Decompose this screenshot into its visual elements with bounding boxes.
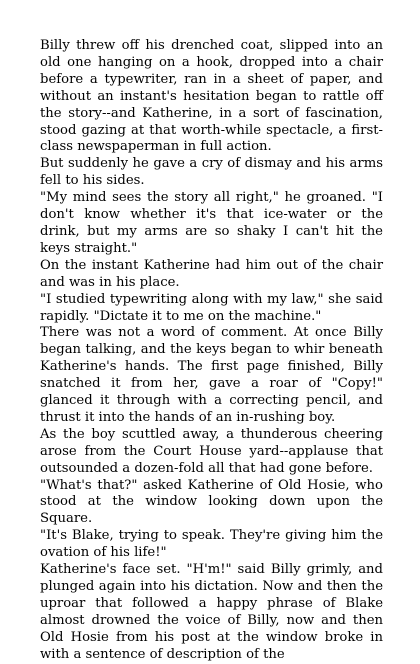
paragraph-6: There was not a word of comment. At once Billy began talking, and the keys began to whir beneath Katherine's hands. The first page finished, Billy snatched it from her, gave a roar of "Copy!" glanced it through with a correcting pencil, and thrust it into the hands of an in-rushing boy. — [40, 325, 383, 425]
paragraph-3: "My mind sees the story all right," he groaned. "I don't know whether it's that ice-water or the drink, but my arms are so shaky I can't hit the keys straight." — [40, 190, 383, 256]
paragraph-1: Billy threw off his drenched coat, slipped into an old one hanging on a hook, dropped into a chair before a typewriter, ran in a sheet of paper, and without an instant's hesitation began to rattle off the story--and Katherine, in a sort of fascination, stood gazing at that worth-while spectacle, a first-class newspaperman in full action. — [40, 38, 383, 155]
paragraph-9: "It's Blake, trying to speak. They're giving him the ovation of his life!" — [40, 528, 383, 561]
paragraph-2: But suddenly he gave a cry of dismay and his arms fell to his sides. — [40, 156, 383, 189]
paragraph-10: Katherine's face set. "H'm!" said Billy grimly, and plunged again into his dictation. Now and then the uproar that followed a happy phrase of Blake almost drowned the voice of Billy, now and then Old Hosie from his post at the window broke in with a sentence of description of the — [40, 562, 383, 662]
paragraph-8: "What's that?" asked Katherine of Old Hosie, who stood at the window looking down upon the Square. — [40, 477, 383, 527]
paragraph-4: On the instant Katherine had him out of the chair and was in his place. — [40, 257, 383, 290]
page-text — [40, 38, 383, 664]
paragraph-5: "I studied typewriting along with my law," she said rapidly. "Dictate it to me on the machine." — [40, 291, 383, 324]
paragraph-7: As the boy scuttled away, a thunderous cheering arose from the Court House yard--applause that outsounded a dozen-fold all that had gone before. — [40, 426, 383, 476]
